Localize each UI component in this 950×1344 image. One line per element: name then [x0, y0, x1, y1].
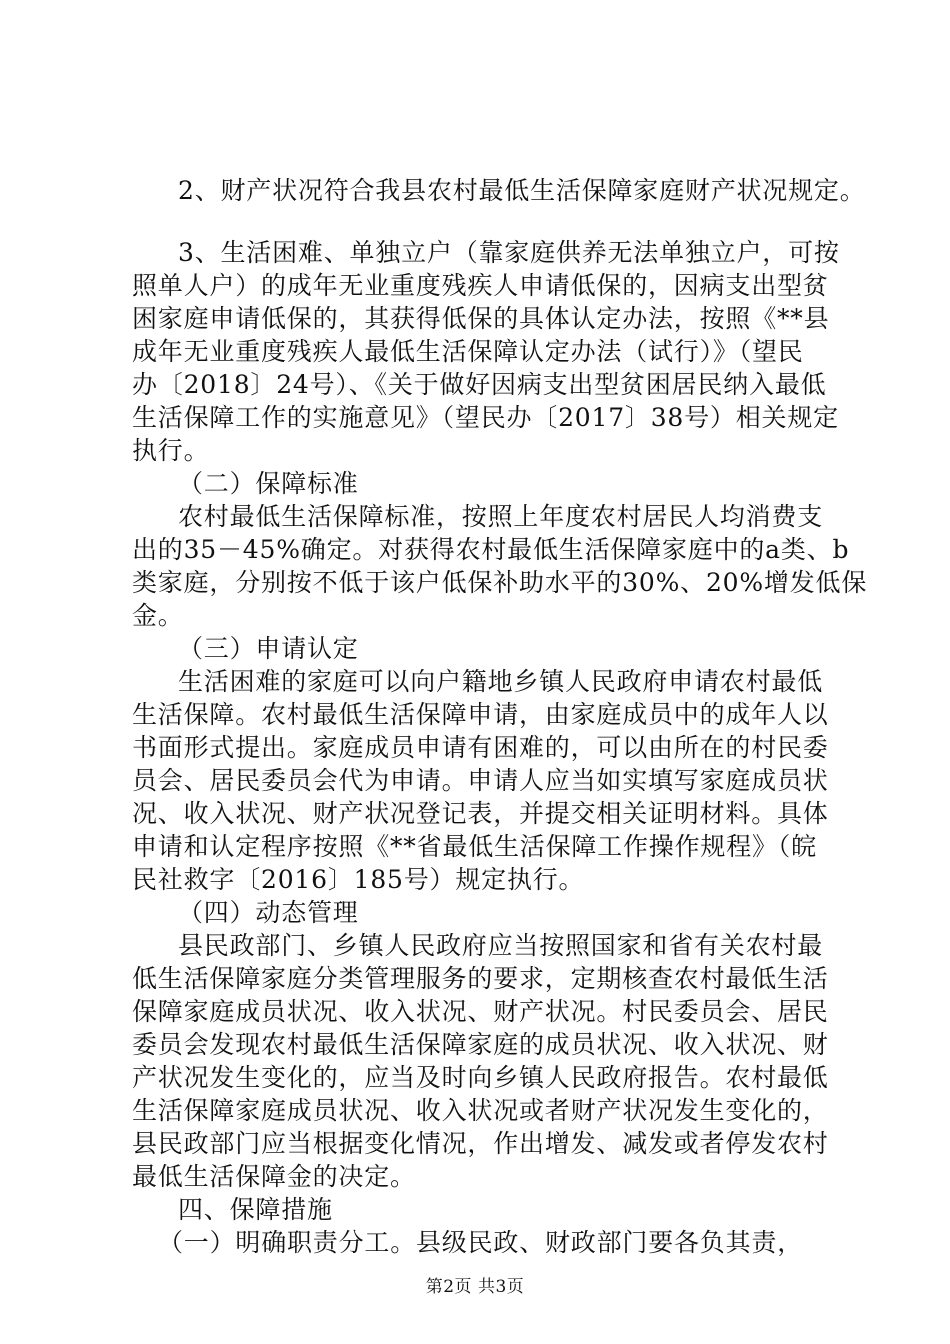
text-line: 农村最低生活保障标准，按照上年度农村居民人均消费支 [178, 502, 824, 531]
text-line: 员会、居民委员会代为申请。申请人应当如实填写家庭成员状 [132, 766, 829, 795]
text-line: 2、财产状况符合我县农村最低生活保障家庭财产状况规定。 [178, 176, 866, 205]
text-line: 类家庭，分别按不低于该户低保补助水平的30%、20%增发低保 [132, 568, 868, 597]
text-line: 民社救字〔2016〕185号）规定执行。 [132, 865, 585, 894]
text-line: 申请和认定程序按照《**省最低生活保障工作操作规程》（皖 [132, 832, 817, 861]
text-line: 出的35－45%确定。对获得农村最低生活保障家庭中的a类、b [132, 535, 850, 564]
text-line: 生活困难的家庭可以向户籍地乡镇人民政府申请农村最低 [178, 667, 824, 696]
section-heading: （二）保障标准 [178, 469, 359, 498]
text-line: 照单人户）的成年无业重度残疾人申请低保的，因病支出型贫 [132, 271, 829, 300]
text-line: 书面形式提出。家庭成员申请有困难的，可以由所在的村民委 [132, 733, 829, 762]
text-line: 生活保障工作的实施意见》（望民办〔2017〕38号）相关规定 [132, 403, 839, 432]
text-line: 县民政部门应当根据变化情况，作出增发、减发或者停发农村 [132, 1129, 829, 1158]
text-line: （一）明确职责分工。县级民政、财政部门要各负其责， [158, 1228, 804, 1257]
text-line: 生活保障家庭成员状况、收入状况或者财产状况发生变化的， [132, 1096, 829, 1125]
text-line: 产状况发生变化的，应当及时向乡镇人民政府报告。农村最低 [132, 1063, 829, 1092]
text-line: 办〔2018〕24号）、《关于做好因病支出型贫困居民纳入最低 [132, 370, 827, 399]
text-line: 委员会发现农村最低生活保障家庭的成员状况、收入状况、财 [132, 1030, 829, 1059]
text-line: 执行。 [132, 436, 210, 465]
text-line: 3、生活困难、单独立户（靠家庭供养无法单独立户，可按 [178, 238, 840, 267]
section-heading: （三）申请认定 [178, 634, 359, 663]
section-heading: 四、保障措施 [178, 1195, 333, 1224]
text-line: 困家庭申请低保的，其获得低保的具体认定办法，按照《**县 [132, 304, 830, 333]
text-line: 生活保障。农村最低生活保障申请，由家庭成员中的成年人以 [132, 700, 829, 729]
text-line: 最低生活保障金的决定。 [132, 1162, 416, 1191]
text-line: 低生活保障家庭分类管理服务的要求，定期核查农村最低生活 [132, 964, 829, 993]
text-line: 金。 [132, 601, 184, 630]
text-line: 县民政部门、乡镇人民政府应当按照国家和省有关农村最 [178, 931, 824, 960]
page-number-footer: 第2页 共3页 [425, 1277, 525, 1297]
text-line: 况、收入状况、财产状况登记表，并提交相关证明材料。具体 [132, 799, 829, 828]
text-line: 成年无业重度残疾人最低生活保障认定办法（试行）》（望民 [132, 337, 804, 366]
section-heading: （四）动态管理 [178, 898, 359, 927]
text-line: 保障家庭成员状况、收入状况、财产状况。村民委员会、居民 [132, 997, 829, 1026]
